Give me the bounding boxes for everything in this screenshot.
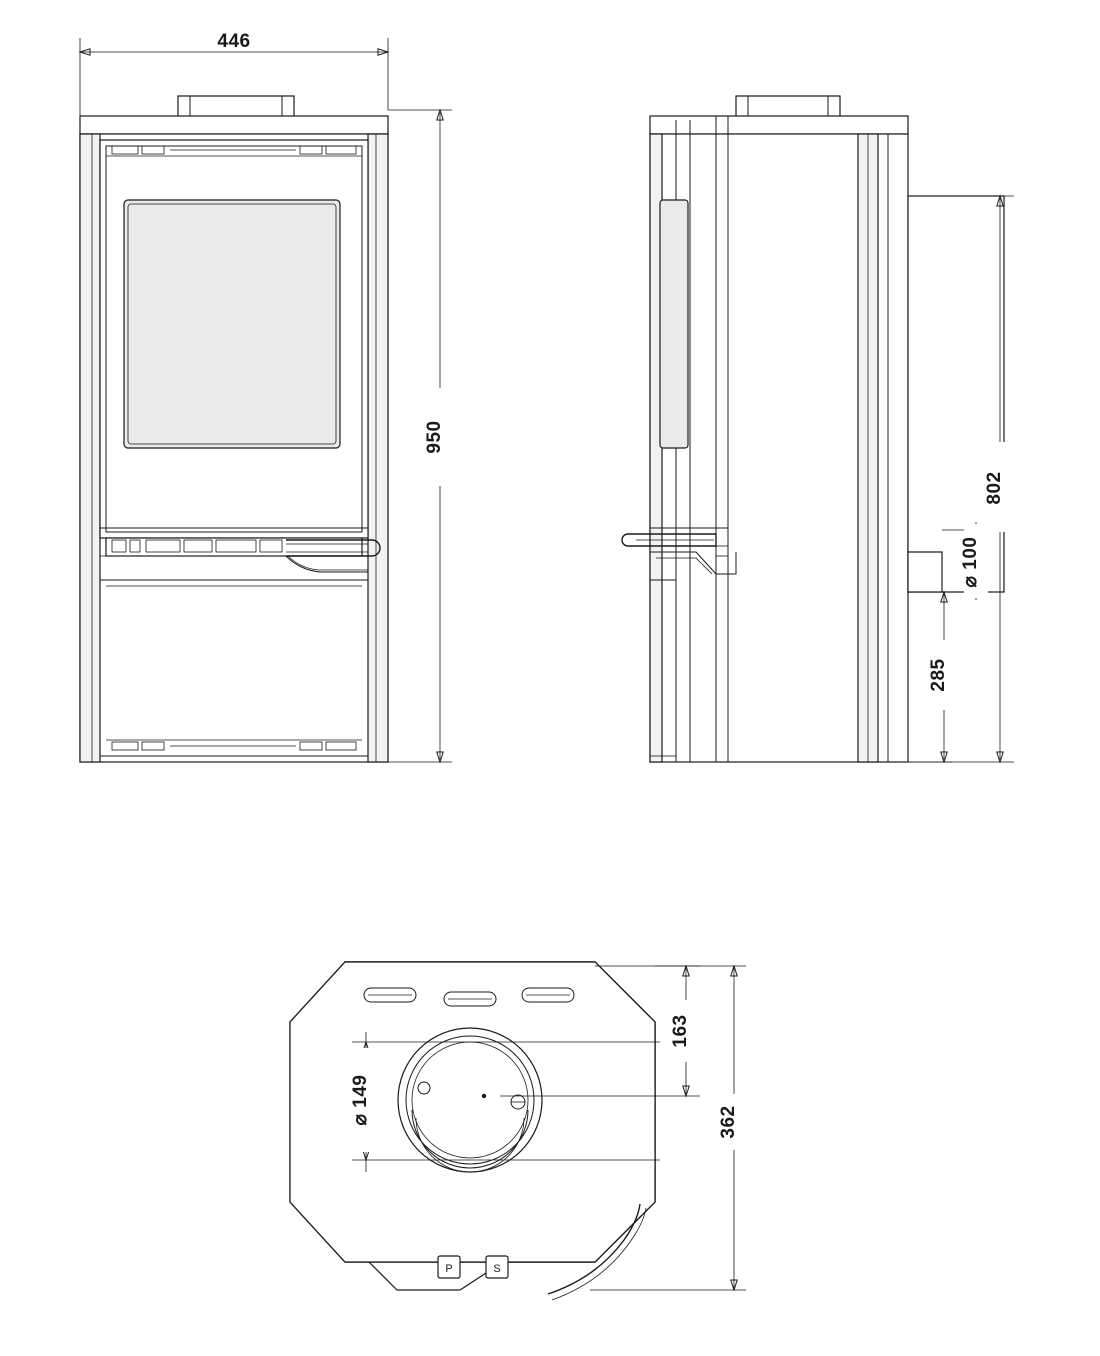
plan-mark-s: S <box>493 1263 501 1275</box>
plan-center-point <box>482 1094 486 1098</box>
plan-depth-value: 362 <box>718 1105 739 1139</box>
side-outlet-diameter-value: ⌀ 100 <box>960 536 981 588</box>
side-total-height-value: 802 <box>984 471 1005 505</box>
plan-flue-offset-value: 163 <box>670 1014 691 1048</box>
plan-mark-p: P <box>445 1263 453 1275</box>
front-glass-pane <box>124 200 340 448</box>
front-view <box>80 31 452 762</box>
side-outlet-spigot <box>908 552 942 592</box>
front-right-pillar <box>368 134 388 762</box>
side-view <box>622 96 1014 762</box>
front-height-value: 950 <box>424 420 445 454</box>
front-left-pillar <box>80 134 100 762</box>
side-outlet-height-value: 285 <box>928 658 949 692</box>
top-view <box>290 962 746 1300</box>
front-top-plate <box>80 116 388 134</box>
side-top-plate <box>650 116 908 134</box>
side-rear-outlet-body <box>908 196 1004 592</box>
side-glass-edge <box>660 200 688 448</box>
plan-flue-outer-circle <box>398 1028 542 1172</box>
side-outlet-height-dimension <box>908 592 956 762</box>
front-width-value: 446 <box>217 31 251 52</box>
plan-flue-diameter-value: ⌀ 149 <box>350 1074 371 1126</box>
